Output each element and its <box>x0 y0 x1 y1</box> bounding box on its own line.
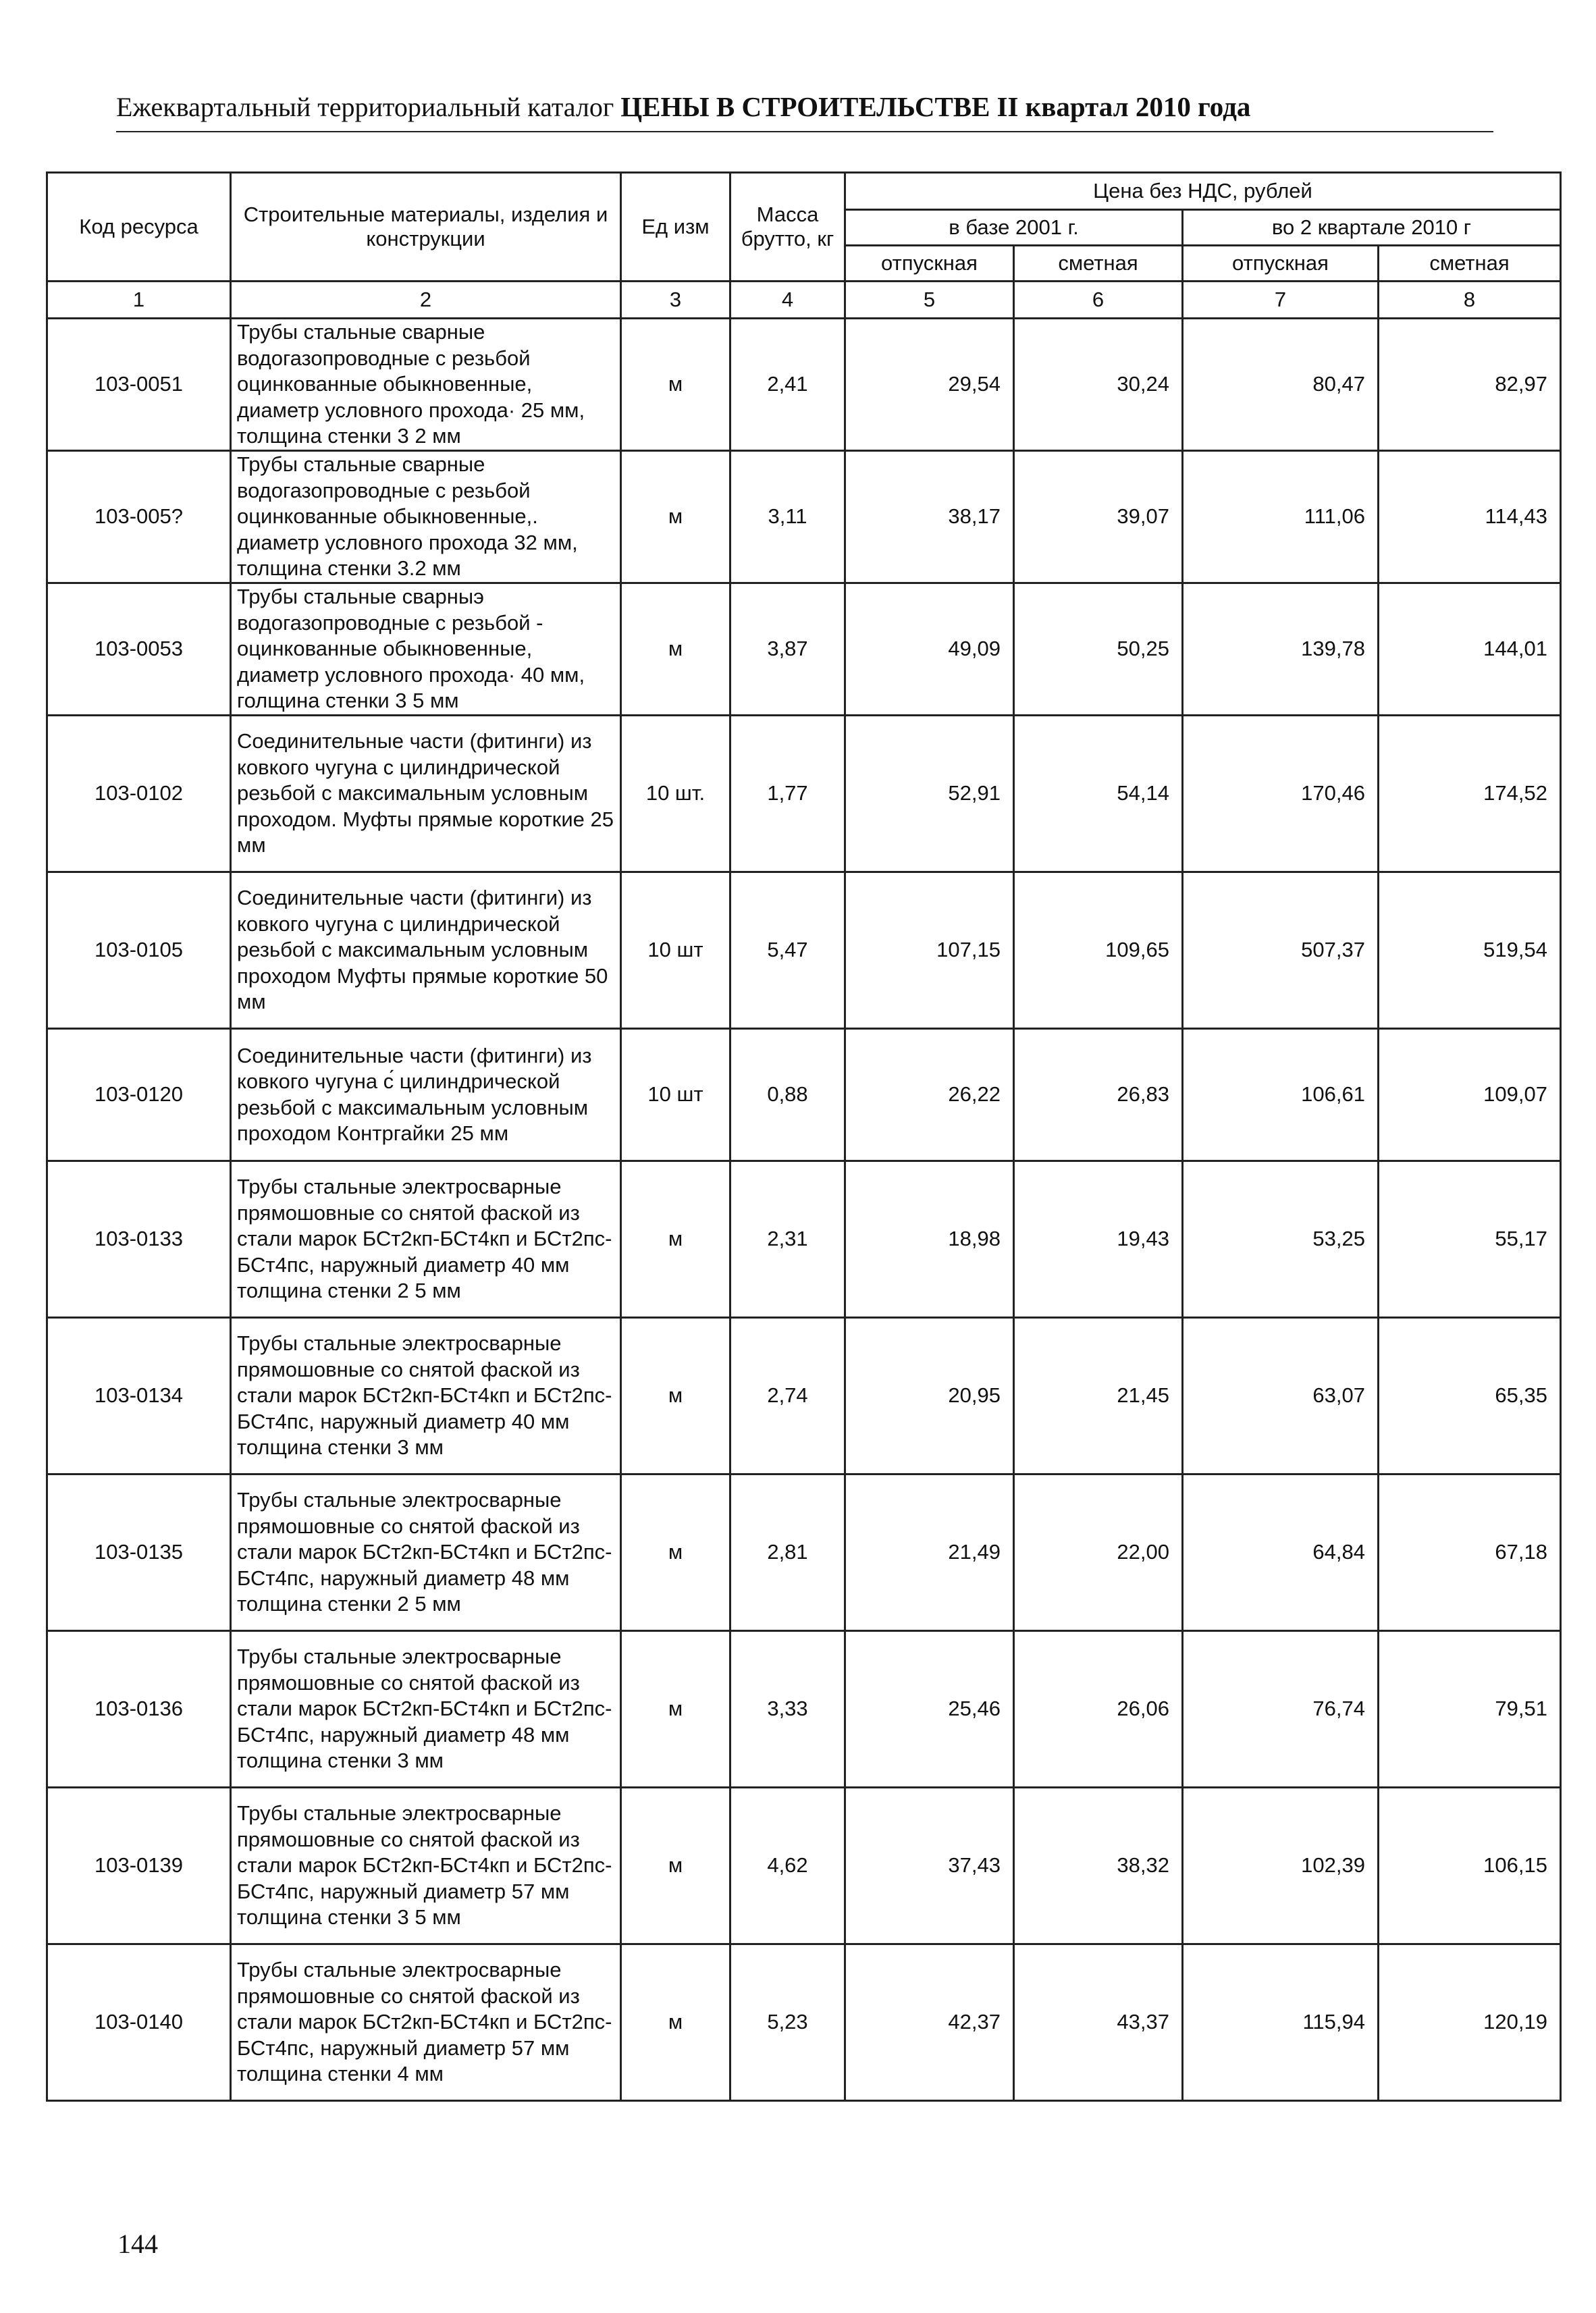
price-estimate-2010: 67,18 <box>1379 1474 1561 1631</box>
unit: м <box>621 1788 730 1944</box>
price-release-2010: 63,07 <box>1183 1318 1379 1474</box>
material-name: Трубы стальные электросварные прямошовные со снятой фаской из стали марок БСт2кп-БСт4кп и БСт2пс-БСт4пс, наружный диаметр 40 мм толщина стенки 2 5 мм <box>231 1161 621 1318</box>
price-estimate-2001: 54,14 <box>1014 716 1183 872</box>
unit: 10 шт <box>621 872 730 1029</box>
column-number: 2 <box>231 282 621 319</box>
gross-mass: 3,11 <box>730 451 845 583</box>
price-release-2001: 29,54 <box>845 319 1014 451</box>
material-name: Соединительные части (фитинги) из ковкого чугуна с цилиндрической резьбой с максимальным условным проходом Муфты прямые короткие 50 мм <box>231 872 621 1029</box>
price-release-2010: 139,78 <box>1183 583 1379 716</box>
price-estimate-2010: 114,43 <box>1379 451 1561 583</box>
resource-code: 103-0102 <box>47 716 231 872</box>
column-number-row <box>47 282 1561 319</box>
price-release-2010: 170,46 <box>1183 716 1379 872</box>
price-release-2001: 52,91 <box>845 716 1014 872</box>
price-estimate-2010: 120,19 <box>1379 1944 1561 2101</box>
price-estimate-2010: 174,52 <box>1379 716 1561 872</box>
price-release-2010: 106,61 <box>1183 1029 1379 1161</box>
column-header-code: Код ресурса <box>47 173 231 282</box>
column-number: 3 <box>621 282 730 319</box>
table-row <box>47 1318 1561 1474</box>
price-estimate-2010: 55,17 <box>1379 1161 1561 1318</box>
resource-code: 103-0051 <box>47 319 231 451</box>
material-name: Соединительные части (фитинги) из ковкого чугуна с цилиндрической резьбой с максимальным условным проходом. Муфты прямые короткие 25 мм <box>231 716 621 872</box>
column-header-estimate-2001: сметная <box>1014 246 1183 282</box>
price-release-2001: 49,09 <box>845 583 1014 716</box>
header-period: II квартал 2010 года <box>996 91 1251 122</box>
price-release-2010: 507,37 <box>1183 872 1379 1029</box>
price-estimate-2010: 144,01 <box>1379 583 1561 716</box>
price-estimate-2001: 43,37 <box>1014 1944 1183 2101</box>
table-row <box>47 872 1561 1029</box>
price-estimate-2010: 82,97 <box>1379 319 1561 451</box>
material-name: Соединительные части (фитинги) из ковкого чугуна с́ цилиндрической резьбой с максимальным условным проходом Контргайки 25 мм <box>231 1029 621 1161</box>
price-release-2001: 25,46 <box>845 1631 1014 1788</box>
unit: 10 шт. <box>621 716 730 872</box>
resource-code: 103-0120 <box>47 1029 231 1161</box>
material-name: Трубы стальные электросварные прямошовные со снятой фаской из стали марок БСт2кп-БСт4кп и БСт2пс-БСт4пс, наружный диаметр 57 мм толщина стенки 4 мм <box>231 1944 621 2101</box>
unit: м <box>621 1318 730 1474</box>
resource-code: 103-0135 <box>47 1474 231 1631</box>
column-header-estimate-2010: сметная <box>1379 246 1561 282</box>
material-name: Трубы стальные сварныэ водогазопроводные с резьбой - оцинкованные обыкновенные, диаметр условного прохода· 40 мм, голщина стенки 3 5 мм <box>231 583 621 716</box>
price-estimate-2001: 22,00 <box>1014 1474 1183 1631</box>
page-number: 144 <box>117 2229 158 2259</box>
column-number: 7 <box>1183 282 1379 319</box>
column-header-unit: Ед изм <box>621 173 730 282</box>
column-number: 8 <box>1379 282 1561 319</box>
column-header-release-2001: отпускная <box>845 246 1014 282</box>
price-release-2010: 102,39 <box>1183 1788 1379 1944</box>
gross-mass: 1,77 <box>730 716 845 872</box>
price-estimate-2001: 26,83 <box>1014 1029 1183 1161</box>
price-estimate-2010: 79,51 <box>1379 1631 1561 1788</box>
price-estimate-2001: 39,07 <box>1014 451 1183 583</box>
price-release-2001: 26,22 <box>845 1029 1014 1161</box>
unit: м <box>621 583 730 716</box>
gross-mass: 2,41 <box>730 319 845 451</box>
material-name: Трубы стальные электросварные прямошовные со снятой фаской из стали марок БСт2кп-БСт4кп и БСт2пс-БСт4пс, наружный диаметр 57 мм толщина стенки 3 5 мм <box>231 1788 621 1944</box>
material-name: Трубы стальные сварные водогазопроводные с резьбой оцинкованные обыкновенные,. диаметр условного прохода 32 мм, толщина стенки 3.2 мм <box>231 451 621 583</box>
column-header-name: Строительные материалы, изделия и конструкции <box>231 173 621 282</box>
table-row <box>47 1631 1561 1788</box>
price-release-2001: 21,49 <box>845 1474 1014 1631</box>
unit: 10 шт <box>621 1029 730 1161</box>
price-release-2001: 42,37 <box>845 1944 1014 2101</box>
table-row <box>47 583 1561 716</box>
header-prefix: Ежеквартальный территориальный каталог <box>116 92 614 122</box>
price-release-2010: 111,06 <box>1183 451 1379 583</box>
column-header-release-2010: отпускная <box>1183 246 1379 282</box>
price-release-2010: 64,84 <box>1183 1474 1379 1631</box>
price-estimate-2010: 65,35 <box>1379 1318 1561 1474</box>
gross-mass: 2,81 <box>730 1474 845 1631</box>
column-header-base-2001: в базе 2001 г. <box>845 210 1183 246</box>
unit: м <box>621 1631 730 1788</box>
price-estimate-2001: 30,24 <box>1014 319 1183 451</box>
table-row <box>47 1788 1561 1944</box>
table-row <box>47 1161 1561 1318</box>
material-name: Трубы стальные электросварные прямошовные со снятой фаской из стали марок БСт2кп-БСт4кп и БСт2пс-БСт4пс, наружный диаметр 48 мм толщина стенки 2 5 мм <box>231 1474 621 1631</box>
page-header <box>116 90 1493 123</box>
gross-mass: 2,31 <box>730 1161 845 1318</box>
column-header-mass: Масса брутто, кг <box>730 173 845 282</box>
header-rule <box>116 131 1493 132</box>
price-estimate-2001: 19,43 <box>1014 1161 1183 1318</box>
price-release-2010: 115,94 <box>1183 1944 1379 2101</box>
table-row <box>47 716 1561 872</box>
price-estimate-2010: 519,54 <box>1379 872 1561 1029</box>
unit: м <box>621 1944 730 2101</box>
resource-code: 103-0133 <box>47 1161 231 1318</box>
table-row <box>47 1944 1561 2101</box>
column-number: 4 <box>730 282 845 319</box>
price-release-2010: 76,74 <box>1183 1631 1379 1788</box>
table-row <box>47 451 1561 583</box>
table-row <box>47 1029 1561 1161</box>
gross-mass: 5,23 <box>730 1944 845 2101</box>
price-estimate-2001: 109,65 <box>1014 872 1183 1029</box>
resource-code: 103-0140 <box>47 1944 231 2101</box>
column-number: 1 <box>47 282 231 319</box>
price-estimate-2001: 26,06 <box>1014 1631 1183 1788</box>
unit: м <box>621 1161 730 1318</box>
gross-mass: 5,47 <box>730 872 845 1029</box>
price-release-2001: 107,15 <box>845 872 1014 1029</box>
material-name: Трубы стальные сварные водогазопроводные с резьбой оцинкованные обыкновенные, диаметр условного прохода· 25 мм, толщина стенки 3 2 мм <box>231 319 621 451</box>
resource-code: 103-0139 <box>47 1788 231 1944</box>
price-estimate-2001: 50,25 <box>1014 583 1183 716</box>
resource-code: 103-0053 <box>47 583 231 716</box>
column-header-q2-2010: во 2 квартале 2010 г <box>1183 210 1561 246</box>
column-header-price-group: Цена без НДС, рублей <box>845 173 1561 210</box>
unit: м <box>621 451 730 583</box>
resource-code: 103-0136 <box>47 1631 231 1788</box>
resource-code: 103-0134 <box>47 1318 231 1474</box>
header-title-main: ЦЕНЫ В СТРОИТЕЛЬСТВЕ <box>620 91 990 122</box>
price-estimate-2010: 106,15 <box>1379 1788 1561 1944</box>
price-release-2001: 37,43 <box>845 1788 1014 1944</box>
price-release-2001: 38,17 <box>845 451 1014 583</box>
unit: м <box>621 319 730 451</box>
table-body <box>47 319 1561 2101</box>
gross-mass: 3,33 <box>730 1631 845 1788</box>
material-name: Трубы стальные электросварные прямошовные со снятой фаской из стали марок БСт2кп-БСт4кп и БСт2пс-БСт4пс, наружный диаметр 40 мм толщина стенки 3 мм <box>231 1318 621 1474</box>
resource-code: 103-005? <box>47 451 231 583</box>
price-release-2001: 20,95 <box>845 1318 1014 1474</box>
price-release-2010: 53,25 <box>1183 1161 1379 1318</box>
column-number: 6 <box>1014 282 1183 319</box>
table-row <box>47 1474 1561 1631</box>
material-name: Трубы стальные электросварные прямошовные со снятой фаской из стали марок БСт2кп-БСт4кп и БСт2пс-БСт4пс, наружный диаметр 48 мм толщина стенки 3 мм <box>231 1631 621 1788</box>
price-table <box>46 171 1562 2102</box>
gross-mass: 4,62 <box>730 1788 845 1944</box>
price-estimate-2001: 21,45 <box>1014 1318 1183 1474</box>
gross-mass: 0,88 <box>730 1029 845 1161</box>
resource-code: 103-0105 <box>47 872 231 1029</box>
price-release-2010: 80,47 <box>1183 319 1379 451</box>
price-estimate-2001: 38,32 <box>1014 1788 1183 1944</box>
table-row <box>47 319 1561 451</box>
column-number: 5 <box>845 282 1014 319</box>
unit: м <box>621 1474 730 1631</box>
price-estimate-2010: 109,07 <box>1379 1029 1561 1161</box>
price-release-2001: 18,98 <box>845 1161 1014 1318</box>
gross-mass: 2,74 <box>730 1318 845 1474</box>
gross-mass: 3,87 <box>730 583 845 716</box>
